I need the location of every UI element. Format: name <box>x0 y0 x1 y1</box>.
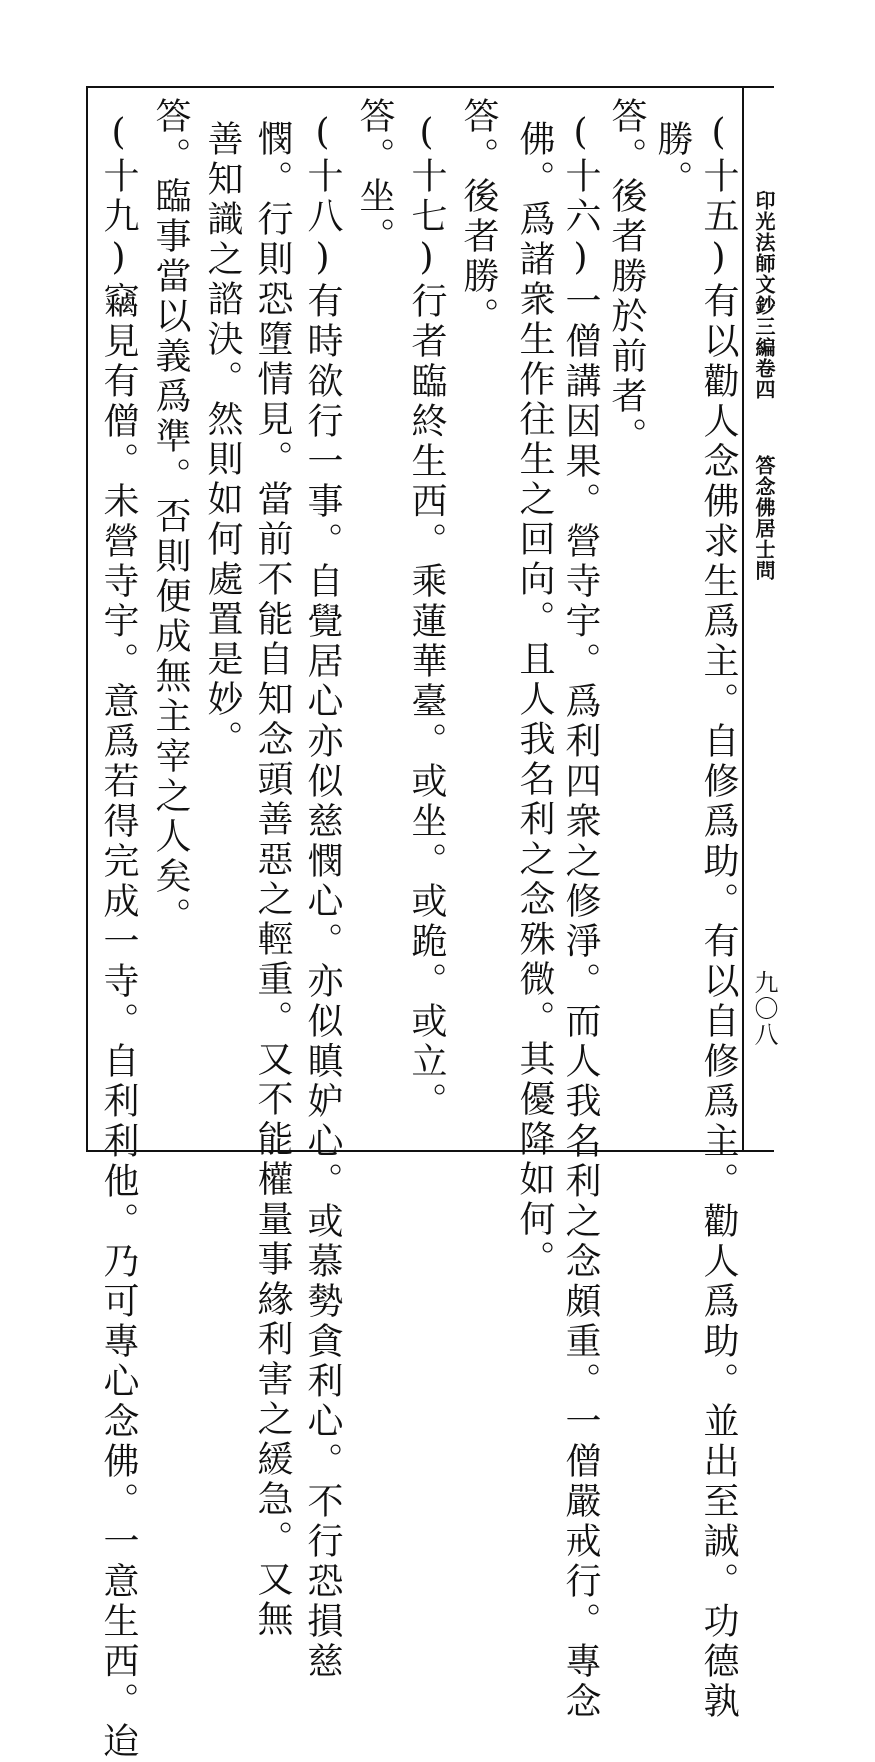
text-column: 憫。行則恐墮情見。當前不能自知念頭善惡之輕重。又不能權量事緣利害之緩急。又無 <box>252 120 293 1640</box>
text-column: (十六)一僧講因果。營寺宇。爲利四衆之修淨。而人我名利之念頗重。一僧嚴戒行。專念 <box>560 112 601 1722</box>
header-divider-rule <box>742 86 744 1150</box>
book-title: 印光法師文鈔三編卷四 <box>752 190 776 400</box>
text-column: 答。後者勝於前者。 <box>606 97 647 457</box>
text-column: 勝。 <box>652 120 693 200</box>
text-column: 答。坐。 <box>354 97 395 257</box>
text-column: (十七)行者臨終生西。乘蓮華臺。或坐。或跪。或立。 <box>406 112 447 1122</box>
text-column: (十九)竊見有僧。未營寺宇。意爲若得完成一寺。自利利他。乃可專心念佛。一意生西。迨 <box>98 112 139 1762</box>
section-title: 答念佛居士問 <box>752 455 776 581</box>
frame-top-rule <box>86 86 774 88</box>
frame-left-rule <box>86 86 88 1150</box>
frame-bottom-rule <box>86 1150 774 1152</box>
text-column: 佛。爲諸衆生作往生之回向。且人我名利之念殊微。其優降如何。 <box>514 120 555 1280</box>
text-column: 答。後者勝。 <box>458 97 499 337</box>
text-column: (十八)有時欲行一事。自覺居心亦似慈憫心。亦似瞋妒心。或慕勢貪利心。不行恐損慈 <box>302 112 343 1682</box>
text-column: (十五)有以勸人念佛求生爲主。自修爲助。有以自修爲主。勸人爲助。並出至誠。功德孰 <box>698 112 739 1722</box>
text-column: 善知識之諮決。然則如何處置是妙。 <box>202 120 243 760</box>
page-number: 九〇八 <box>750 970 778 1048</box>
text-column: 答。臨事當以義爲準。否則便成無主宰之人矣。 <box>150 97 191 937</box>
